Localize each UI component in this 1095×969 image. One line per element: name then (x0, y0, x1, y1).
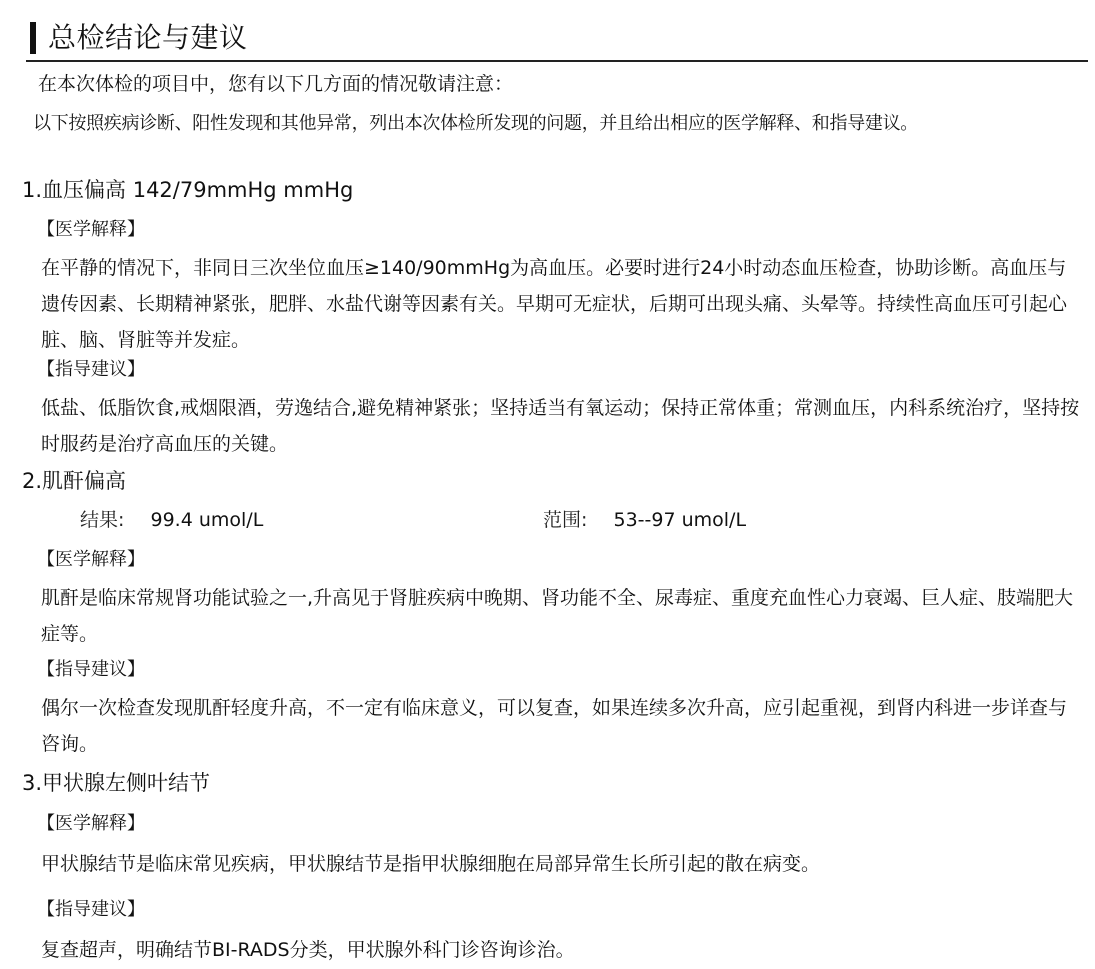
item-3-advice-text: 复查超声，明确结节BI-RADS分类，甲状腺外科门诊咨询诊治。 (41, 939, 575, 961)
range-row (543, 506, 746, 534)
intro-line-1: 在本次体检的项目中，您有以下几方面的情况敬请注意： (38, 73, 514, 95)
section-title: 总检结论与建议 (48, 21, 248, 54)
item-1-explain-text: 在平静的情况下，非同日三次坐位血压≥140/90mmHg为高血压。必要时进行24小时动态血压检查，协助诊断。高血压与遗传因素、长期精神紧张，肥胖、水盐代谢等因素有关。早期可无症状，后期可出现头痛、头晕等。持续性高血压可引起心脏、脑、肾脏等并发症。 (41, 257, 1068, 351)
item-3-explain-text: 甲状腺结节是临床常见疾病，甲状腺结节是指甲状腺细胞在局部异常生长所引起的散在病变。 (41, 853, 821, 875)
item-2-advice-text: 偶尔一次检查发现肌酐轻度升高，不一定有临床意义，可以复查，如果连续多次升高，应引起重视，到肾内科进一步详查与咨询。 (41, 697, 1068, 755)
item-1-title: 1.血压偏高 142/79mmHg mmHg (22, 178, 354, 202)
section-header (26, 18, 1088, 62)
item-2-explain-tag: 【医学解释】 (37, 549, 145, 570)
item-1-explain-tag: 【医学解释】 (37, 219, 145, 240)
item-2-advice-tag: 【指导建议】 (37, 659, 145, 680)
item-1-advice-text: 低盐、低脂饮食,戒烟限酒，劳逸结合,避免精神紧张；坚持适当有氧运动；保持正常体重；常测血压，内科系统治疗，坚持按时服药是治疗高血压的关键。 (41, 397, 1080, 455)
item-3-advice-tag: 【指导建议】 (37, 899, 145, 920)
result-label: 结果: (80, 509, 125, 531)
result-row (80, 506, 263, 534)
item-3-explain-tag: 【医学解释】 (37, 813, 145, 834)
range-label: 范围: (543, 509, 588, 531)
intro-line-2: 以下按照疾病诊断、阳性发现和其他异常，列出本次体检所发现的问题，并且给出相应的医学解释、和指导建议。 (33, 113, 918, 134)
item-2-explain-text: 肌酐是临床常规肾功能试验之一,升高见于肾脏疾病中晚期、肾功能不全、尿毒症、重度充血性心力衰竭、巨人症、肢端肥大症等。 (41, 587, 1074, 645)
header-accent-bar (30, 22, 36, 54)
item-3-title: 3.甲状腺左侧叶结节 (22, 771, 211, 795)
result-value: 99.4 umol/L (150, 509, 264, 531)
range-value: 53--97 umol/L (613, 509, 747, 531)
item-1-advice-tag: 【指导建议】 (37, 359, 145, 380)
item-2-title: 2.肌酐偏高 (22, 469, 127, 493)
